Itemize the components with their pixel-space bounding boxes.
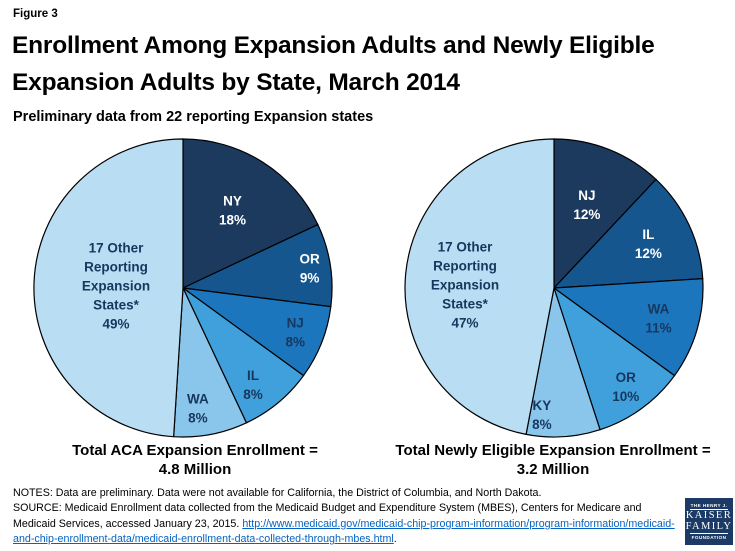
page-title-line1: Enrollment Among Expansion Adults and Newly Eligible bbox=[12, 32, 655, 59]
kaiser-family-foundation-logo bbox=[685, 498, 733, 545]
logo-line-family: FAMILY bbox=[685, 520, 733, 532]
logo-line-foundation: FOUNDATION bbox=[691, 535, 727, 540]
page-title bbox=[12, 27, 655, 101]
pie-slice-label-17-other-reporting-expansion-states: 17 Other Reporting Expansion States* 47% bbox=[430, 239, 500, 331]
pie-caption-newly-eligible bbox=[388, 441, 718, 479]
pie-slice-label-ny: NY 18% bbox=[218, 193, 247, 228]
source-text bbox=[13, 501, 679, 547]
source-prefix: SOURCE: Medicaid Enrollment data collected from the Medicaid Budget and Expenditure System (MBES), Centers for Medicare and Medicaid Services, accessed January 23, 2015. bbox=[13, 502, 642, 530]
pie-slice-label-ky: KY 8% bbox=[532, 398, 552, 433]
footnotes bbox=[13, 486, 679, 548]
figure-number: Figure 3 bbox=[13, 8, 58, 20]
pie-slice-label-or: OR 9% bbox=[299, 251, 320, 286]
subtitle: Preliminary data from 22 reporting Expansion states bbox=[13, 109, 374, 125]
logo-line-the-henry-j: THE HENRY J. bbox=[690, 503, 728, 508]
pie-slice-label-il: IL 12% bbox=[634, 226, 662, 261]
caption-line1: Total ACA Expansion Enrollment = bbox=[72, 442, 318, 459]
pie-slice-label-il: IL 8% bbox=[243, 368, 263, 403]
logo-divider-bottom bbox=[690, 533, 728, 534]
notes-text: NOTES: Data are preliminary. Data were not available for California, the District of Columbia, and North Dakota. bbox=[13, 487, 542, 499]
page-title-line2: Expansion Adults by State, March 2014 bbox=[12, 69, 460, 96]
caption-line2: 3.2 Million bbox=[516, 461, 590, 478]
pie-chart-aca-expansion-enrollment bbox=[28, 133, 338, 443]
pie-chart-newly-eligible-expansion-enrollment bbox=[399, 133, 709, 443]
source-suffix: . bbox=[393, 533, 397, 546]
pie-caption-aca-expansion bbox=[30, 441, 360, 479]
pie-slice-label-nj: NJ 12% bbox=[573, 188, 601, 223]
pie-slice-label-nj: NJ 8% bbox=[285, 315, 305, 350]
pie-slice-label-or: OR 10% bbox=[612, 370, 640, 405]
caption-line2: 4.8 Million bbox=[158, 461, 232, 478]
pie-slice-label-wa: WA 11% bbox=[645, 301, 672, 336]
caption-line1: Total Newly Eligible Expansion Enrollment = bbox=[395, 442, 711, 459]
logo-line-kaiser: KAISER bbox=[685, 510, 733, 521]
pie-slice-label-wa: WA 8% bbox=[187, 391, 209, 426]
pie-slice-label-17-other-reporting-expansion-states: 17 Other Reporting Expansion States* 49% bbox=[81, 240, 151, 332]
source-link[interactable]: http://www.medicaid.gov/medicaid-chip-program-information/program-information/medicaid-and-chip-enrollment-data/medicaid-enrollment-data-collected-through-mbes.html bbox=[13, 517, 675, 546]
